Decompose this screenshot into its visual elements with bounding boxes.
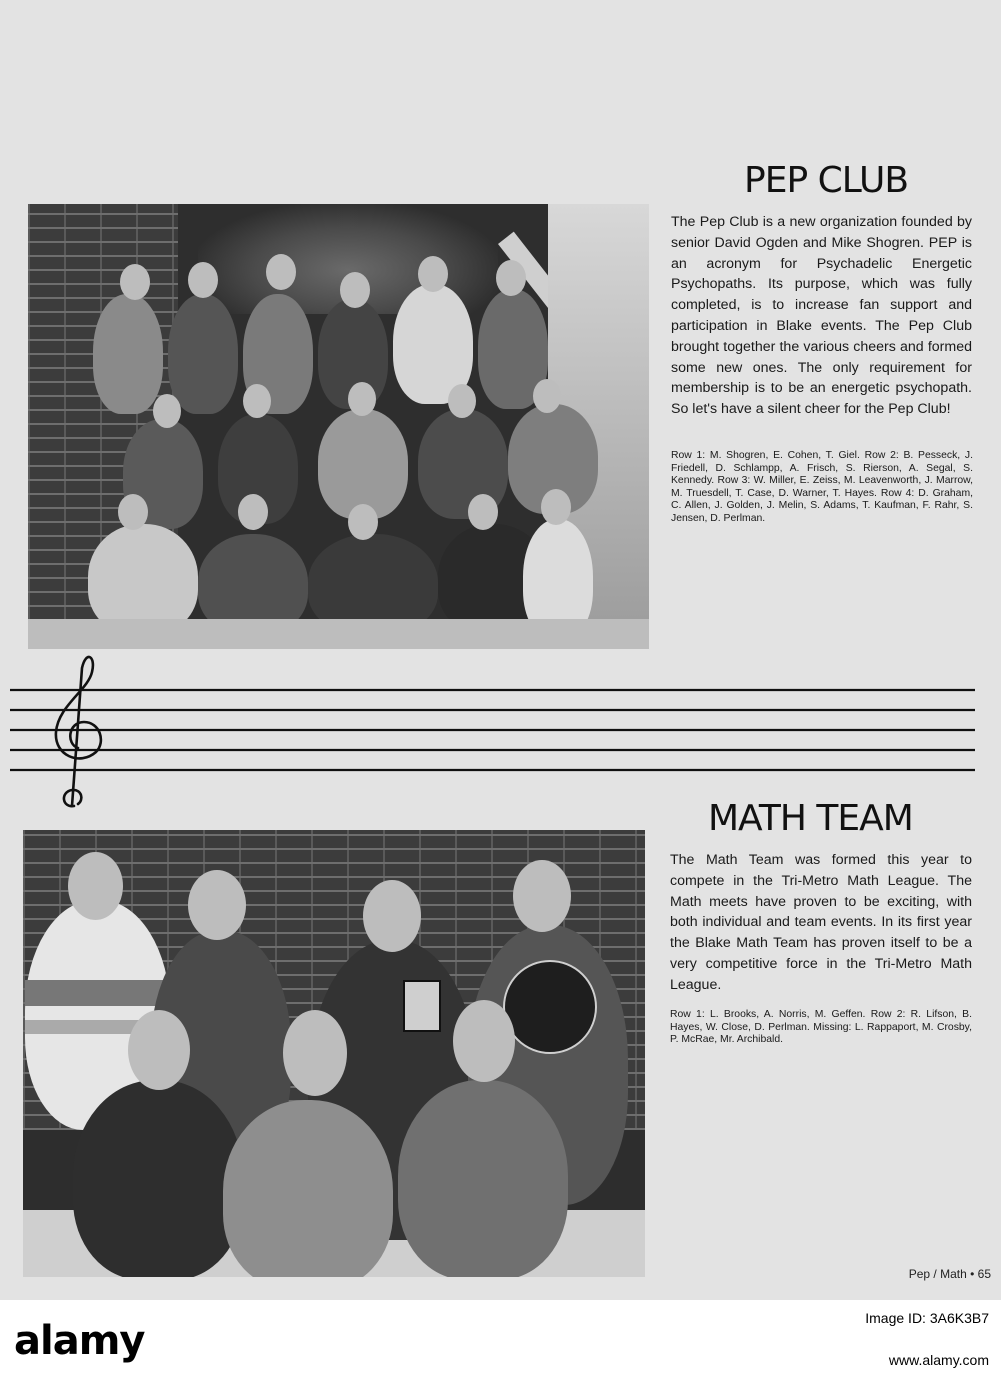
pep-club-description: The Pep Club is a new organization founded by senior David Ogden and Mike Shogren. PEP is an acronym for Psychadelic Energetic Psychopaths. Its purpose, which was fully completed, is to increase fan support and participation in Blake events. The Pep Club brought together the various cheers and formed some new ones. The only requirement for membership is to be an energetic psychopath. So let's have a silent cheer for the Pep Club! — [671, 214, 972, 418]
math-team-roster: Row 1: L. Brooks, A. Norris, M. Geffen. Row 2: R. Lifson, B. Hayes, W. Close, D. Perlman. Missing: L. Rappaport, M. Crosby, P. McRae, Mr. Archibald. — [670, 1009, 972, 1046]
alamy-logo: alamy — [14, 1318, 145, 1364]
member-head — [283, 1010, 347, 1096]
sweatshirt-seal — [503, 960, 597, 1054]
watermark-footer — [0, 1300, 1001, 1390]
team-member — [73, 1080, 243, 1277]
letter-jacket-b — [403, 980, 441, 1032]
team-member — [223, 1100, 393, 1277]
member-head — [68, 852, 123, 920]
math-team-description: The Math Team was formed this year to compete in the Tri-Metro Math League. The Math meets have proven to be exciting, with both individual and team events. In its first year the Blake Math Team has proven itself to be a very competitive force in the Tri-Metro Math League. — [670, 852, 972, 993]
team-member — [398, 1080, 568, 1277]
member-head — [188, 870, 246, 940]
math-team-photo — [23, 830, 645, 1277]
image-id: Image ID: 3A6K3B7 — [865, 1310, 989, 1326]
staff-lines — [10, 690, 975, 770]
pep-club-roster: Row 1: M. Shogren, E. Cohen, T. Giel. Row 2: B. Pesseck, J. Friedell, D. Schlampp, A. Frisch, S. Rierson, A. Segal, S. Kennedy. Row 3: W. Miller, E. Zeiss, M. Leavenworth, J. Marrow, M. Truesdell, T. Case, D. Warner, T. Hayes. Row 4: D. Graham, C. Allen, J. Golden, J. Melin, S. Adams, T. Kaufman, F. Rahr, S. Jensen, D. Perlman. — [671, 450, 973, 524]
member-head — [513, 860, 571, 932]
member-head — [363, 880, 421, 952]
page-folio: Pep / Math • 65 — [908, 1267, 991, 1281]
source-url: www.alamy.com — [888, 1352, 989, 1368]
treble-clef-icon — [56, 657, 101, 806]
sweater-stripe — [25, 980, 170, 1006]
member-head — [453, 1000, 515, 1082]
pep-club-heading: PEP CLUB — [744, 160, 909, 201]
math-team-heading: MATH TEAM — [708, 798, 913, 839]
member-head — [128, 1010, 190, 1090]
